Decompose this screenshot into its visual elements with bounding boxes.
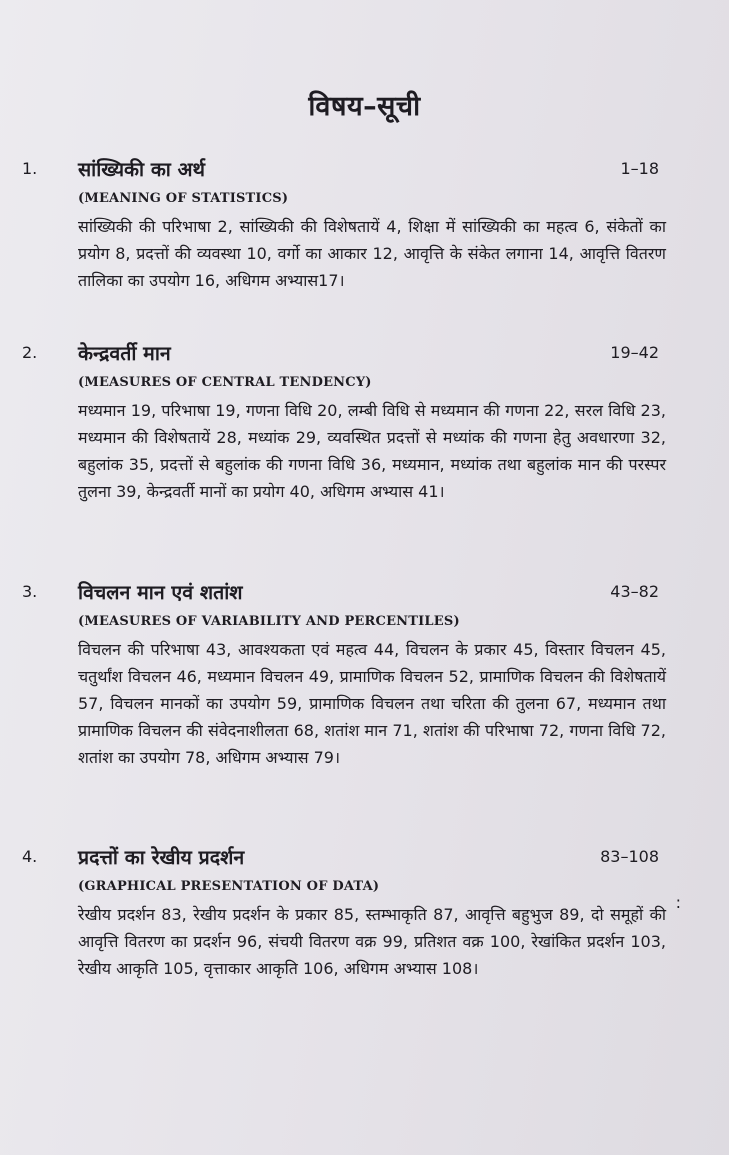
chapter-number: 4. — [22, 847, 38, 866]
chapter-title: प्रदत्तों का रेखीय प्रदर्शन — [78, 846, 245, 869]
chapter-pages: 43–82 — [610, 582, 659, 601]
chapter-title: विचलन मान एवं शतांश — [78, 581, 243, 604]
chapter-contents: विचलन की परिभाषा 43, आवश्यकता एवं महत्व 44, विचलन के प्रकार 45, विस्तार विचलन 45, चतुर्थांश विचलन 46, मध्यमान विचलन 49, प्रामाणिक विचलन 52, प्रामाणिक विचलन की विशेषतायें 57, विचलन मानकों का उपयोग 59, प्रामाणिक विचलन तथा चरिता की तुलना 67, मध्यमान तथा प्रामाणिक विचलन की संवेदनाशीलता 68, शतांश मान 71, शतांश की परिभाषा 72, गणना विधि 72, शतांश का उपयोग 78, अधिगम अभ्यास 79। — [78, 640, 666, 767]
chapter-pages: 83–108 — [600, 847, 659, 866]
chapter-number: 2. — [22, 343, 38, 362]
chapter-title: सांख्यिकी का अर्थ — [78, 158, 205, 181]
chapter-subtitle: (MEASURES OF CENTRAL TENDENCY) — [78, 375, 372, 390]
chapter-title: केन्द्रवर्ती मान — [78, 342, 171, 365]
page-title: विषय–सूची — [308, 91, 421, 122]
chapter-pages: 1–18 — [620, 159, 659, 178]
chapter-subtitle: (MEANING OF STATISTICS) — [78, 191, 289, 206]
chapter-contents: सांख्यिकी की परिभाषा 2, सांख्यिकी की विशेषतायें 4, शिक्षा में सांख्यिकी का महत्व 6, संकेतों का प्रयोग 8, प्रदत्तों की व्यवस्था 10, वर्गो का आकार 12, आवृत्ति के संकेत लगाना 14, आवृत्ति वितरण तालिका का उपयोग 16, अधिगम अभ्यास17। — [78, 217, 666, 290]
chapter-subtitle: (GRAPHICAL PRESENTATION OF DATA) — [78, 879, 380, 894]
margin-mark: : — [675, 893, 681, 912]
chapter-contents: रेखीय प्रदर्शन 83, रेखीय प्रदर्शन के प्रकार 85, स्तम्भाकृति 87, आवृत्ति बहुभुज 89, दो समूहों की आवृत्ति वितरण का प्रदर्शन 96, संचयी वितरण वक्र 99, प्रतिशत वक्र 100, रेखांकित प्रदर्शन 103, रेखीय आकृति 105, वृत्ताकार आकृति 106, अधिगम अभ्यास 108। — [78, 905, 666, 978]
chapter-pages: 19–42 — [610, 343, 659, 362]
chapter-contents: मध्यमान 19, परिभाषा 19, गणना विधि 20, लम्बी विधि से मध्यमान की गणना 22, सरल विधि 23, मध्यमान की विशेषतायें 28, मध्यांक 29, व्यवस्थित प्रदत्तों से मध्यांक की गणना हेतु अवधारणा 32, बहुलांक 35, प्रदत्तों से बहुलांक की गणना विधि 36, मध्यमान, मध्यांक तथा बहुलांक मान की परस्पर तुलना 39, केन्द्रवर्ती मानों का प्रयोग 40, अधिगम अभ्यास 41। — [78, 401, 666, 501]
chapter-subtitle: (MEASURES OF VARIABILITY AND PERCENTILES) — [78, 614, 460, 629]
chapter-number: 1. — [22, 159, 38, 178]
chapter-number: 3. — [22, 582, 38, 601]
